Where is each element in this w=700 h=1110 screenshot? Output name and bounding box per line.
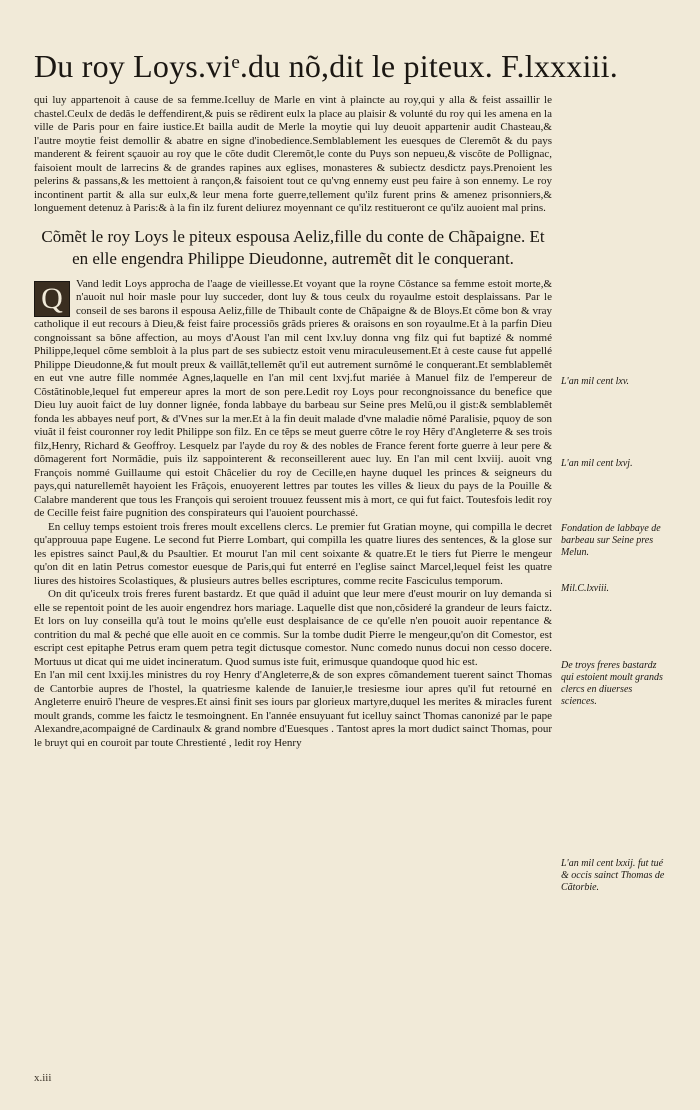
paragraph-marle: qui luy appartenoit à cause de sa femme.Icelluy de Marle en vint à plaincte au roy,qui y alla & feist assaillir le chastel.Ceulx de dedãs le deffendirent,& puis se rẽdirent eulx la place au plaisir & volunté du roy qui les amena en la ville de Paris pour en faire iustice.Et bailla audit de Merle la moytie qui luy deuoit appartenir audit Chasteau,& l'autre moytie feist demollir & abatre en signe d'inobedience.Semblablement les euesques de Cleremõt & du pays manderent & feirent sçauoir au roy que le cõte dudit Cleremõt,le conte du Puys son nepueu,& viscõte de Pollignac, faisoient moult de larrecins & de grandes rapines aux eglises, monasteres & subiectz desdictz pays.Prenoient les pelerins & passans,& les mettoient à rançon,& faisoient tout ce qu'vng ennemy eust peu faire à son ennemy. Le roy incontinent partit & alla sur eulx,& leur mena forte guerre,tellement qu'ilz furent prins & amenez prisonniers,& longuement detenuz à Paris:& à la fin ilz furent deliurez moyennant ce qu'ilz restitueront ce qu'ilz auoient mal prins. <box>34 94 552 214</box>
paragraph-aeliz <box>34 278 552 521</box>
margin-note-2: L'an mil cent lxvj. <box>561 458 633 469</box>
margin-note-3: Fondation de labbaye de barbeau sur Seine pres Melun. <box>561 523 661 558</box>
margin-note-4: Mil.C.lxviii. <box>561 583 610 594</box>
paragraph-thomas: En l'an mil cent lxxij.les ministres du roy Henry d'Angleterre,& de son expres cõmandement tuerent sainct Thomas de Cantorbie aupres de l'hostel, la quatriesme kalende de Ianuier,le tresiesme iour apres qu'il fut retourné en Angleterre enuirõ l'heure de vespres.Et ainsi finit ses iours par glorieux martyre,duquel les merites & miracles furent moult grands, comme les faictz le tesmoingnent. En l'année ensuyuant fut icelluy sainct Thomas canonizé par le pape Alexandre,acompaigné de Cardinaulx & grand nombre d'Euesques . Tantost apres la mort dudict sainct Thomas, pour le bruyt qui en couroit par toute Chrestienté , ledit roy Henry <box>34 669 552 749</box>
margin-note-1: L'an mil cent lxv. <box>561 376 630 387</box>
chapter-title: Cõmẽt le roy Loys le piteux espousa Aeliz,fille du conte de Chãpaigne. Et en elle engendra Philippe Dieudonne, autremẽt dit le conquerant. <box>41 226 545 268</box>
margin-note-5: De troys freres bastardz qui estoient moult grands clercs en diuerses sciences. <box>561 660 663 707</box>
paragraph-aeliz-text: Vand ledit Loys approcha de l'aage de vieillesse.Et voyant que la royne Cõstance sa femme estoit morte,& n'auoit nul hoir masle pour luy succeder, dont luy & tous ceulx du royaulme estoit desplaissans. Par le conseil de ses barons il espousa Aeliz,fille de Thibault conte de Chãpaigne & de Bloys.Et cõme bon & vray catholique il eut recours à Dieu,& feist faire processiõs grãds prieres & oraisons en son royaulme.Et à la parfin Dieu congnoissant sa bõne affection, au moys d'Aoust l'an mil cent lxv.luy donna vng filz qui fut baptizé & nommé Philippe,lequel cõme sembloit à la plus part de ses subiectz estoit venu miraculeusement.Et à ceste cause fut appellé Philippe Dieudonne,& fut moult preux & vaillãt,tellemẽt qu'il eut autrement surnõmé le conquerant.Et semblablemẽt en eut vne autre fille nommée Agnes,laquelle en l'an mil cent lxvj.fut mariée à Manuel filz de l'empereur de Cõstãtinoble,lequel fut empereur apres la mort de son pere.Ledit roy Loys pour recongnoissance du benefice que Dieu luy auoit faict de luy donner lignée, fonda labbaye du barbeau sur Seine pres Melũ,ou il gist:& semblablemẽt fonda les abbayes neuf port, & d'Vnes sur la mer.Et à la fin deuit malade d'vne maladie nõmé Paralisie, pquoy de son viuãt il feist couronner roy ledit Philippe son filz. En ce tẽps se meut guerre cõtre le roy Hẽry d'Angleterre & ses trois filz,Henry, Richard & Geoffroy. Lesquelz par l'ayde du roy & des nobles de France ferent forte guerre à leur pere & dõmagerent fort Normãdie, puis ilz sappointerent & reconseillerent auec luy. En l'an mil cent lxviij. auoit vng François nommé Guillaume qui estoit Châcelier du roy de Cecille,en hayne duquel les princes & seigneurs du pays,qui naturellemẽt hayoient les Frãçois, enuoyerent lettres par toutes les villes & lieux du pays de la Pouille & Calabre manderent que tous les François qui seroient trouuez feussent mis à mort, ce qui fut faict. Toutesfois ledit roy de Cecille feist faire pugnition des conspirateurs qui l'auoient pourchassé. <box>34 277 552 519</box>
decorated-initial: Q <box>34 281 70 317</box>
running-header: Du roy Loys.viᵉ.du nõ,dit le piteux. F.lxxxiii. <box>34 48 618 84</box>
paragraph-three-brothers: En celluy temps estoient trois freres moult excellens clercs. Le premier fut Gratian moyne, qui compilla le decret qu'approuua pape Eugene. Le second fut Pierre Lombart, qui compilla les quatre liures des sentences, & la glose sur les epistres sainct Paul,& du Psaultier. Et mourut l'an mil cent soixante & quatre.Et le tiers fut Pierre le mengeur qu'on dit en latin Petrus comestor euesque de Paris,qui fut enterré en l'eglise sainct Marcel,lequel feist les quatre liures des histoires Scolastiques, & plusieurs autres belles escriptures, comme recite Fasciculus temporum. <box>34 520 552 587</box>
signature-mark: x.iii <box>34 1072 52 1084</box>
main-text-column <box>34 94 552 750</box>
margin-note-6: L'an mil cent lxxij. fut tué & occis sainct Thomas de Cãtorbie. <box>561 858 665 893</box>
paragraph-bastards: On dit qu'iceulx trois freres furent bastardz. Et que quãd il aduint que leur mere d'eust mourir on luy demanda si elle se repentoit point de les auoir engendrez hors mariage. Laquelle dist que non,cõsideré la grandeur de leurs faictz. Et lors on luy conseilla qu'à tout le moins qu'elle eust desplaisance de ce qu'elle n'en pouoit auoir repentance & contrition du mal & peché que elle auoit en ce commis. Sur la tombe dudit Pierre le mengeur,qu'on dit Comestor, est escript cest epitaphe Petrus eram quem petra tegit dictusque comestor. Nunc comedo nunus docui non cesso docere. Mortuus ut dicat qui me uidet incineratum. Quod sumus iste fuit, erimusque quandoque quod hic est. <box>34 588 552 668</box>
